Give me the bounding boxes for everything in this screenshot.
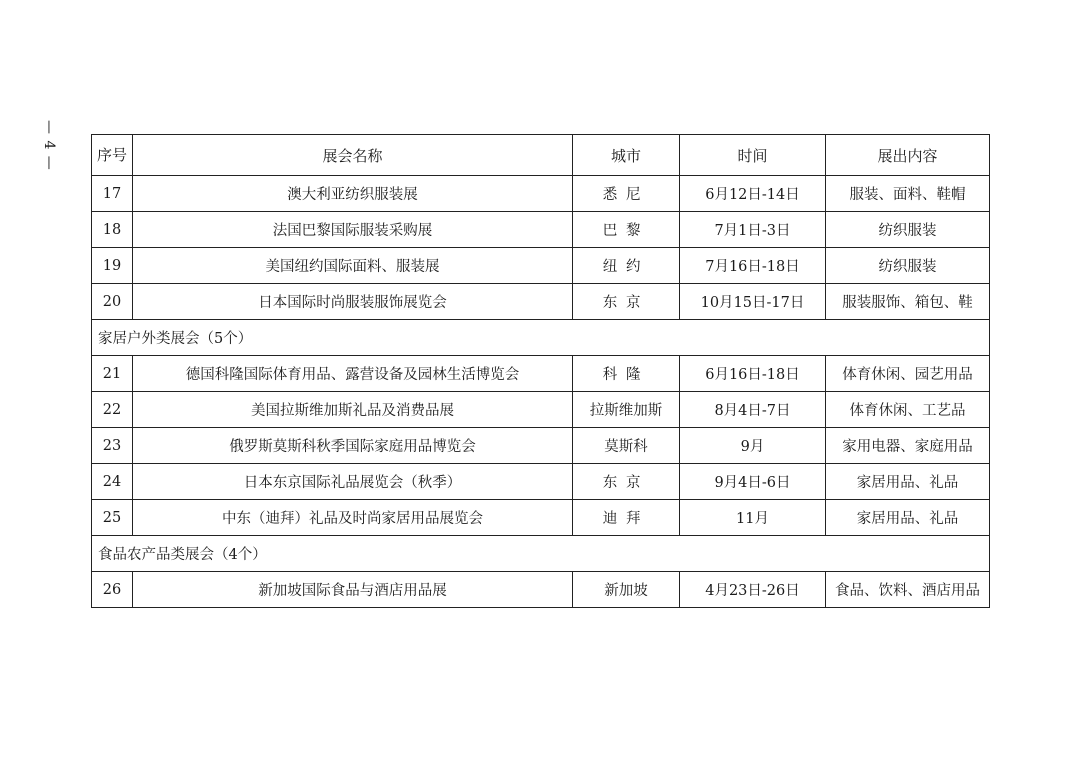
table-header-row — [92, 135, 990, 176]
cell-content: 食品、饮料、酒店用品 — [826, 572, 990, 608]
page-number: — 4 — — [41, 120, 57, 171]
cell-content: 服装服饰、箱包、鞋 — [826, 284, 990, 320]
header-content: 展出内容 — [826, 135, 990, 176]
category-label: 家居户外类展会（5个） — [92, 320, 990, 356]
cell-seq: 23 — [92, 428, 133, 464]
table-body — [92, 176, 990, 608]
table-row — [92, 212, 990, 248]
cell-name: 新加坡国际食品与酒店用品展 — [133, 572, 573, 608]
cell-name: 法国巴黎国际服装采购展 — [133, 212, 573, 248]
category-row — [92, 536, 990, 572]
cell-city: 东京 — [573, 284, 680, 320]
table-row — [92, 248, 990, 284]
cell-name: 美国纽约国际面料、服装展 — [133, 248, 573, 284]
table-row — [92, 176, 990, 212]
cell-name: 德国科隆国际体育用品、露营设备及园林生活博览会 — [133, 356, 573, 392]
table-row — [92, 572, 990, 608]
cell-time: 6月12日-14日 — [680, 176, 826, 212]
cell-seq: 20 — [92, 284, 133, 320]
cell-seq: 24 — [92, 464, 133, 500]
cell-content: 体育休闲、园艺用品 — [826, 356, 990, 392]
header-name: 展会名称 — [133, 135, 573, 176]
exhibition-table — [91, 134, 990, 608]
cell-content: 体育休闲、工艺品 — [826, 392, 990, 428]
cell-city: 巴黎 — [573, 212, 680, 248]
table-row — [92, 428, 990, 464]
cell-seq: 19 — [92, 248, 133, 284]
cell-city: 纽约 — [573, 248, 680, 284]
cell-seq: 22 — [92, 392, 133, 428]
cell-time: 8月4日-7日 — [680, 392, 826, 428]
cell-name: 美国拉斯维加斯礼品及消费品展 — [133, 392, 573, 428]
cell-name: 中东（迪拜）礼品及时尚家居用品展览会 — [133, 500, 573, 536]
cell-content: 纺织服装 — [826, 212, 990, 248]
cell-seq: 18 — [92, 212, 133, 248]
cell-time: 7月1日-3日 — [680, 212, 826, 248]
category-row — [92, 320, 990, 356]
cell-seq: 25 — [92, 500, 133, 536]
cell-time: 9月 — [680, 428, 826, 464]
cell-time: 4月23日-26日 — [680, 572, 826, 608]
cell-name: 日本国际时尚服装服饰展览会 — [133, 284, 573, 320]
cell-time: 7月16日-18日 — [680, 248, 826, 284]
cell-content: 家用电器、家庭用品 — [826, 428, 990, 464]
cell-content: 家居用品、礼品 — [826, 464, 990, 500]
cell-time: 9月4日-6日 — [680, 464, 826, 500]
cell-name: 日本东京国际礼品展览会（秋季） — [133, 464, 573, 500]
cell-time: 6月16日-18日 — [680, 356, 826, 392]
table-row — [92, 464, 990, 500]
cell-city: 科隆 — [573, 356, 680, 392]
cell-seq: 26 — [92, 572, 133, 608]
header-time: 时间 — [680, 135, 826, 176]
table-row — [92, 284, 990, 320]
table-row — [92, 356, 990, 392]
cell-city: 拉斯维加斯 — [573, 392, 680, 428]
cell-city: 迪拜 — [573, 500, 680, 536]
cell-city: 新加坡 — [573, 572, 680, 608]
cell-time: 10月15日-17日 — [680, 284, 826, 320]
cell-content: 家居用品、礼品 — [826, 500, 990, 536]
cell-city: 莫斯科 — [573, 428, 680, 464]
category-label: 食品农产品类展会（4个） — [92, 536, 990, 572]
cell-name: 俄罗斯莫斯科秋季国际家庭用品博览会 — [133, 428, 573, 464]
cell-seq: 17 — [92, 176, 133, 212]
table-row — [92, 392, 990, 428]
cell-seq: 21 — [92, 356, 133, 392]
cell-content: 纺织服装 — [826, 248, 990, 284]
header-city: 城市 — [573, 135, 680, 176]
cell-city: 悉尼 — [573, 176, 680, 212]
cell-city: 东京 — [573, 464, 680, 500]
cell-time: 11月 — [680, 500, 826, 536]
cell-name: 澳大利亚纺织服装展 — [133, 176, 573, 212]
cell-content: 服装、面料、鞋帽 — [826, 176, 990, 212]
header-seq: 序号 — [92, 135, 133, 176]
table-row — [92, 500, 990, 536]
